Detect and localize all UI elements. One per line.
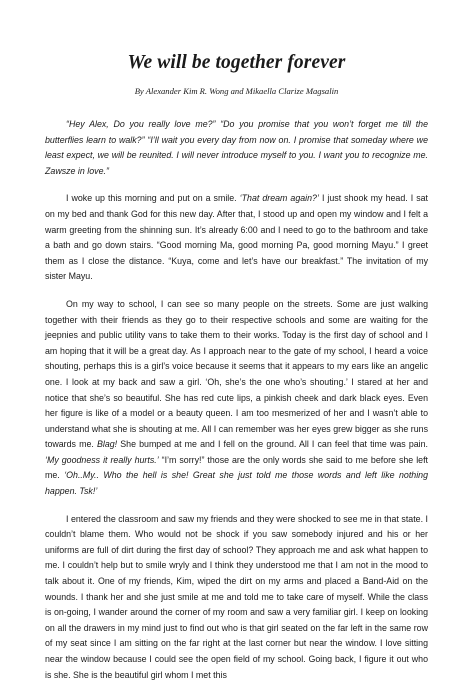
- author-byline: By Alexander Kim R. Wong and Mikaella Clarize Magsalin: [134, 86, 339, 96]
- italic-thought: ‘Oh..My.. Who the hell is she! Great she just told me those words and left like nothing happen. Tsk!’: [45, 470, 428, 497]
- paragraph-classroom: I entered the classroom and saw my friends and they were shocked to see me in that state. I couldn’t blame them. Who would not be shock if you saw somebody injured and his or her uniforms are full of dirt during the first day of school? They approach me and ask what happen to me. I couldn’t help but to smile wryly and I think they understood me that I am not in the mood to talk about it. One of my friends, Kim, wiped the dirt on my arms and placed a Band-Aid on the wounds. I thank her and she just smile at me and told me to take care of myself. While the class is on-going, I wander around the corner of my room and saw a very familiar girl. I keep on looking on all the drawers in my mind just to find out who is that girl seated on the far left in the same row of my seat since I am sitting on the far right at the last corner but near the window. I love sitting near the window because I could see the open field of my school. Going back, I figure it out who is she. She is the beautiful girl whom I met this: [45, 513, 428, 680]
- paragraph-school: [45, 297, 428, 500]
- paragraph-text: I just shook my head. I sat on my bed and thank God for this new day. After that, I stood up and open my window and I felt a warm greeting from the shinning sun. It’s already 6:00 and I need to go to the bathroom and take a bath and go down stairs. “Good morning Ma, good morning Pa, good morning Mayu.” I greet them as I close the distance. “Kuya, come and let’s have our breakfast.” The invitation of my sister Mayu.: [45, 193, 428, 282]
- italic-thought: ‘My goodness it really hurts.’: [45, 454, 159, 465]
- intro-paragraph: “Hey Alex, Do you really love me?” “Do you promise that you won’t forget me till the butterflies learn to walk?” “I’ll wait you every day from now on. I promise that someday where we least expect, we will be reunited. I will never introduce myself to you. I want you to recognize me. Zawsze in love.”: [45, 119, 428, 176]
- paragraph-text: I woke up this morning and put on a smile.: [66, 193, 240, 204]
- paragraph-text: She bumped at me and I fell on the ground. All I can feel that time was pain.: [117, 439, 428, 450]
- paragraph-morning: [45, 191, 428, 285]
- paragraph-text: On my way to school, I can see so many people on the streets. Some are just walking together with their friends as they go to their respective schools and some are waiting for the jeepnies and public utility vans to take them to their works. Today is the first day of school and I am hoping that it will be a great day. As I approach near to the gate of my school, I heard a voice shouting, perhaps this is a girl’s voice because it seems that it appears to my ears like an angelic one. I look at my back and saw a girl. ‘Oh, she’s the one who’s shouting.’ I stared at her and notice that she’s so beautiful. She has red cute lips, a pinkish cheek and dark black eyes. Even her figure is like of a model or a beauty queen. I am too mesmerized of her and I wasn’t able to understand what she is shouting at me. All I can remember was her eyes grew bigger as she runs towards me.: [45, 298, 428, 450]
- paragraph-text: “I’m sorry!” those are the only words she said to me before she left me.: [45, 454, 428, 481]
- italic-thought: ‘That dream again?’: [239, 193, 319, 204]
- document-title: We will be together forever: [127, 52, 346, 73]
- italic-sound: Blag!: [96, 439, 118, 450]
